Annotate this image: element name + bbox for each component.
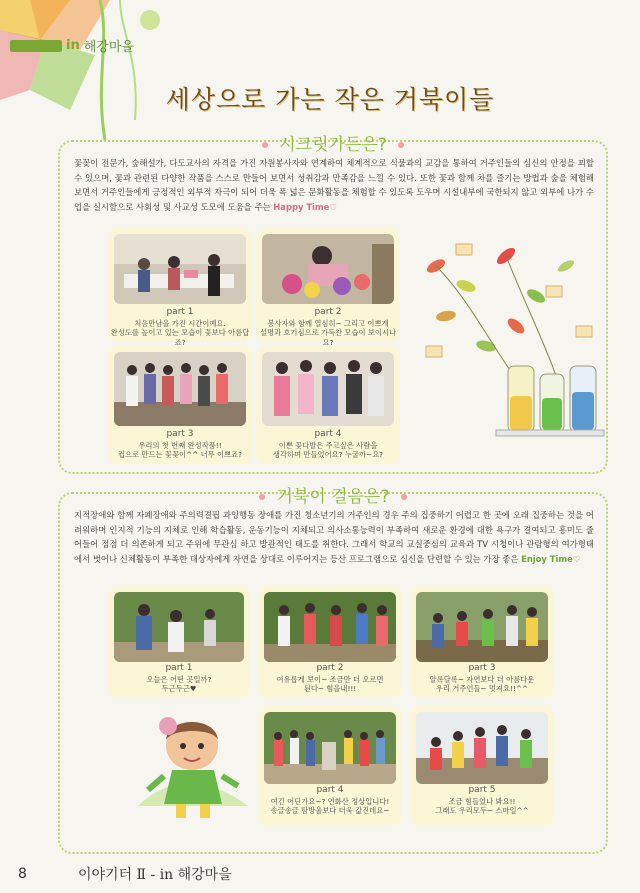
- walk-part-1: part 1: [165, 663, 193, 673]
- garden-caption-text-4: 이쁜 꽃다발은 주고싶은 사람을 생각하며 만들었어요? 누굴까~요?: [272, 440, 384, 459]
- walk-caption-text-5: 조금 힘들었나 봐요!! 그래도 우리모두~ 스마일^^: [435, 796, 529, 815]
- section1-highlight: Happy Time♡: [273, 201, 337, 212]
- walk-card-1: [108, 586, 250, 698]
- walk-caption-2: [258, 664, 402, 694]
- title-dot-left: [259, 494, 265, 500]
- walk-card-3: [410, 586, 554, 698]
- bottles-illustration: [396, 226, 606, 442]
- garden-caption-4: [256, 430, 400, 460]
- section2-title: 거북이 걸음은?: [276, 487, 390, 507]
- walk-photo-5: [416, 712, 548, 784]
- walk-card-2: [258, 586, 402, 698]
- walk-part-4: part 4: [316, 785, 344, 795]
- envelope-icon: [426, 244, 592, 357]
- walk-caption-1: [108, 664, 250, 694]
- garden-card-4: [256, 346, 400, 464]
- section2-paragraph-text: 지적장애와 함께 자폐장애와 주의력결핍 과잉행동 장애를 가진 청소년기의 거주인의 경우 주의 집중하기 어렵고 한 곳에 오래 집중하는 것을 어려워하며 인지적 기능의 지체로 인해 학습활동, 운동기능이 지체되고 의사소통능력이 부족하여 새로운 환경에 대한 욕구가 결여되고 흥미도 줄어들어 점점 더 의존하게 되고 주위에 무관심 하고 방관적인 태도를 취한다. 그래서 학교의 교실중심의 교육과 TV 시청이나 관람형의 여가형태에서 벗어나 신체활동이 부족한 대상자에게 자연을 상대로 이루어지는 등산 프로그램으로 심신을 단련할 수 있는 가장 좋은: [74, 510, 594, 564]
- walk-caption-5: [410, 786, 554, 816]
- walk-caption-text-4: 여긴 어딘가요~? 연화산 정상입니다! 송글송글 땀방울보다 더욱 값진데요~: [270, 796, 390, 815]
- garden-card-2: [256, 228, 400, 347]
- corner-decoration: [0, 0, 170, 150]
- walk-caption-text-2: 여유롭게 보이~ 조금만 더 오르면 된다~ 힘을내!!!: [276, 674, 384, 693]
- garden-caption-text-3: 우리의 첫 번째 완성작품!! 컵으로 만드는 꽃꽂이^^ 너무 이쁘죠?: [117, 440, 243, 459]
- section-tag: [10, 36, 134, 55]
- walk-photo-3: [416, 592, 548, 662]
- title-dot-right: [398, 142, 404, 148]
- garden-part-2: part 2: [314, 307, 342, 317]
- walk-caption-text-1: 오늘은 어떤 곳일까? 두근두근♥: [146, 674, 212, 693]
- leaves-icon: [425, 245, 576, 353]
- section2-highlight: Enjoy Time♡: [521, 553, 581, 564]
- title-dot-left: [262, 142, 268, 148]
- garden-caption-2: [256, 308, 400, 347]
- garden-part-4: part 4: [314, 429, 342, 439]
- section-tag-in: in: [66, 38, 80, 53]
- garden-card-1: [108, 228, 252, 347]
- garden-part-3: part 3: [166, 429, 194, 439]
- section-tag-bar: [10, 40, 62, 52]
- section2-paragraph: [74, 508, 594, 566]
- grandma-illustration: [138, 706, 248, 822]
- walk-part-2: part 2: [316, 663, 344, 673]
- page-title: 세상으로 가는 작은 거북이들: [165, 85, 495, 114]
- page-number: 8: [18, 866, 27, 882]
- title-dot-right: [401, 494, 407, 500]
- section-tag-name: 해강마을: [83, 40, 134, 55]
- section1-title: 시크릿가든은?: [279, 135, 387, 155]
- bottle-icon: [496, 366, 604, 436]
- garden-caption-text-2: 봉사자와 함께 열심히~ 그리고 이쁘게 설명과 호기심으로 가득찬 모습이 보이시나요?: [259, 318, 397, 347]
- walk-photo-4: [264, 712, 396, 784]
- section2-title-row: [60, 482, 606, 507]
- walk-card-5: [410, 706, 554, 826]
- walk-caption-3: [410, 664, 554, 694]
- section1-paragraph: [74, 156, 594, 214]
- walk-photo-2: [264, 592, 396, 662]
- garden-photo-4: [262, 352, 394, 426]
- garden-photo-3: [114, 352, 246, 426]
- garden-photo-1: [114, 234, 246, 304]
- section1-title-row: [60, 130, 606, 155]
- footer-title: 이야기터 Ⅱ - in 해강마을: [78, 867, 232, 883]
- walk-photo-1: [114, 592, 244, 662]
- garden-caption-3: [108, 430, 252, 460]
- garden-card-3: [108, 346, 252, 464]
- walk-part-3: part 3: [468, 663, 496, 673]
- walk-caption-4: [258, 786, 402, 816]
- garden-caption-text-1: 처음만남을 가진 시간이예요. 완성도를 높이고 있는 모습이 꽃보다 아름답죠?: [110, 318, 250, 347]
- walk-part-5: part 5: [468, 785, 496, 795]
- garden-photo-2: [262, 234, 394, 304]
- walk-caption-text-3: 알록달록~ 자연보다 더 아름다운 우리 거주인들~ 멋져요!!^^: [429, 674, 535, 693]
- section1-paragraph-text: 꽃꽂이 전문가, 숲해설가, 다도교사의 자격을 가진 자원봉사자와 연계하여 체계적으로 식물과의 교감을 통하여 거주인들의 심신의 안정을 꾀할 수 있으며, 꽃과 관련된 다양한 작품을 스스로 만들어 보면서 성취감과 만족감을 느낄 수 있다. 또한 꽃과 함께 차를 즐기는 방법과 숲을 체험해 보면서 거주인들에게 긍정적인 외부적 자극이 되어 더욱 폭 넓은 문화활동을 체험할 수 있도록 도우며 시설내부에 국한되지 않고 외부에 나가 수업을 실시함으로 사회성 및 사교성 도모에 도움을 주는: [74, 158, 594, 212]
- garden-part-1: part 1: [166, 307, 194, 317]
- garden-caption-1: [108, 308, 252, 347]
- walk-card-4: [258, 706, 402, 826]
